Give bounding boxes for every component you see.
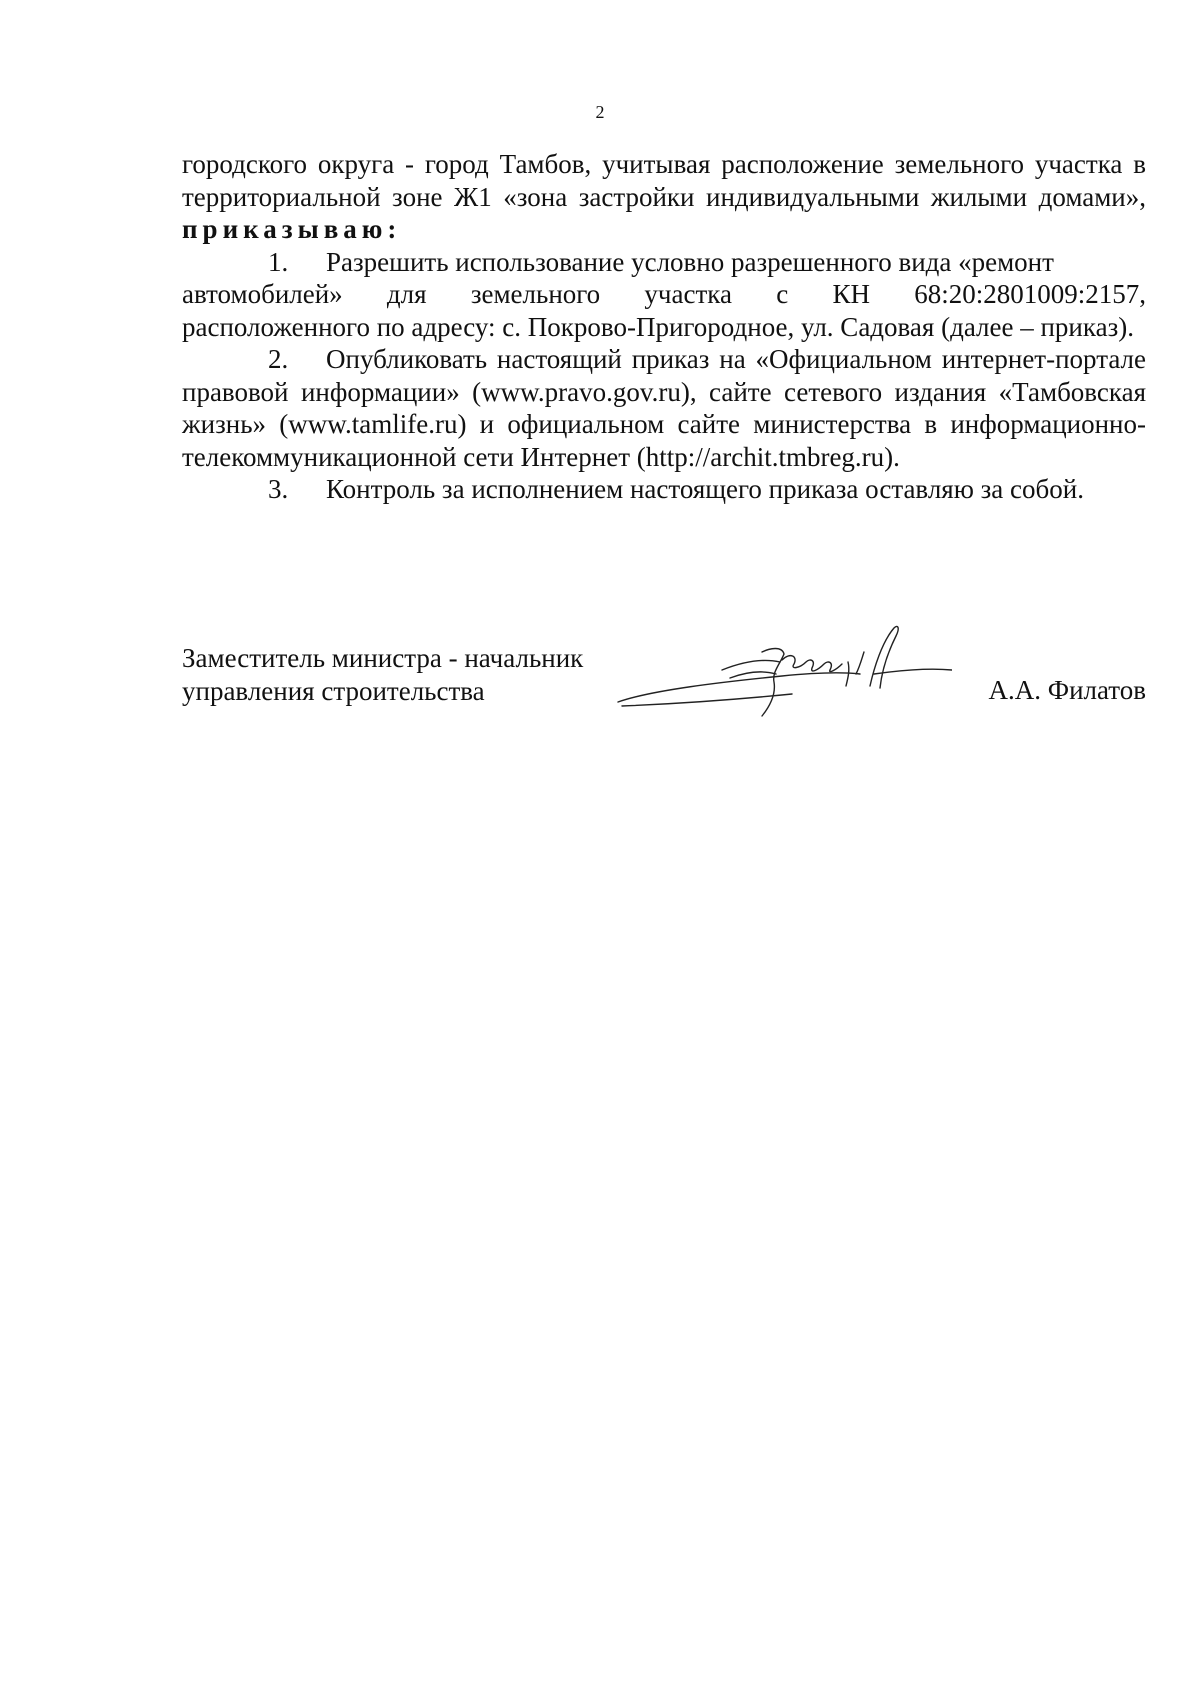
command-word: приказываю: xyxy=(182,214,402,244)
order-item-number: 2. xyxy=(268,344,289,374)
page-number: 2 xyxy=(595,102,605,122)
order-item-1 xyxy=(182,246,1146,344)
order-item-number: 1. xyxy=(268,246,289,277)
document-body xyxy=(182,148,1146,506)
order-item-number: 3. xyxy=(268,474,289,504)
order-item-3 xyxy=(182,473,1146,506)
signature-block xyxy=(182,642,1146,722)
kn-word: автомобилей» xyxy=(182,279,343,309)
order-item-2 xyxy=(182,343,1146,473)
kn-word: для xyxy=(386,279,427,309)
order-item-1-first-line xyxy=(182,246,1146,279)
order-item-1-kn-line xyxy=(182,278,1146,311)
order-item-text: Контроль за исполнением настоящего приказа оставляю за собой. xyxy=(326,474,1084,504)
kn-word: участка xyxy=(644,279,732,309)
intro-paragraph xyxy=(182,148,1146,246)
order-item-text: Разрешить использование условно разрешенного вида «ремонт xyxy=(326,246,1054,277)
order-item-text: Опубликовать настоящий приказ на «Официальном интернет-портале правовой информации» (www.pravo.gov.ru), сайте сетевого издания «Тамбовская жизнь» (www.tamlife.ru) и официальном сайте министерства в информационно-телекоммуникационной сети Интернет (http://archit.tmbreg.ru). xyxy=(182,344,1146,472)
signatory-position xyxy=(182,642,612,707)
intro-text: городского округа - город Тамбов, учитывая расположение земельного участка в территориальной зоне Ж1 «зона застройки индивидуальными жилыми домами», xyxy=(182,149,1146,212)
kn-word: с xyxy=(776,279,789,309)
order-item-1-rest: расположенного по адресу: с. Покрово-Пригородное, ул. Садовая (далее – приказ). xyxy=(182,311,1134,342)
position-line-2: управления строительства xyxy=(182,675,485,706)
kn-word: КН xyxy=(832,279,870,309)
position-line-1: Заместитель министра - начальник xyxy=(182,643,584,673)
handwritten-signature xyxy=(612,612,952,722)
kn-word: земельного xyxy=(470,279,601,309)
signatory-name: А.А. Филатов xyxy=(988,675,1146,705)
cadastral-number: 68:20:2801009:2157, xyxy=(914,279,1146,309)
